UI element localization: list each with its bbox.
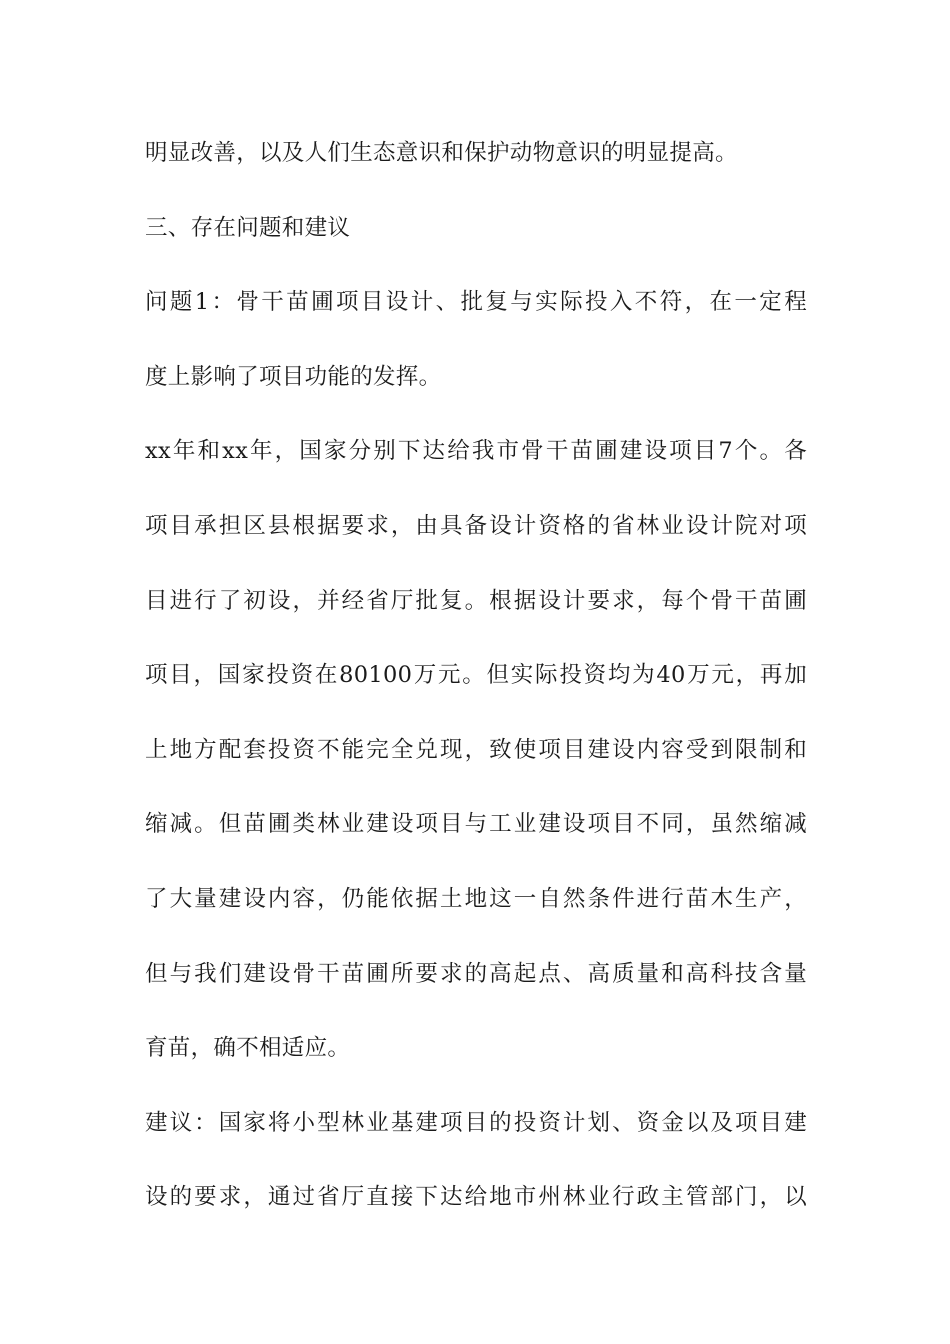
suggestion-line-1: 建议：国家将小型林业基建项目的投资计划、资金以及项目建 xyxy=(145,1109,807,1136)
paragraph-line-2: 项目承担区县根据要求，由具备设计资格的省林业设计院对项 xyxy=(145,512,807,539)
document-body xyxy=(145,131,807,1250)
paragraph-line-8: 但与我们建设骨干苗圃所要求的高起点、高质量和高科技含量 xyxy=(145,960,807,987)
paragraph-line-5: 上地方配套投资不能完全兑现，致使项目建设内容受到限制和 xyxy=(145,736,807,763)
problem-1-line-1: 问题1：骨干苗圃项目设计、批复与实际投入不符，在一定程 xyxy=(145,289,807,316)
paragraph-line-7: 了大量建设内容，仍能依据土地这一自然条件进行苗木生产， xyxy=(145,885,807,912)
paragraph-line-6: 缩减。但苗圃类林业建设项目与工业建设项目不同，虽然缩减 xyxy=(145,811,807,838)
paragraph-line-9: 育苗，确不相适应。 xyxy=(145,1035,351,1062)
paragraph-line-1: xx年和xx年，国家分别下达给我市骨干苗圃建设项目7个。各 xyxy=(145,438,807,465)
paragraph-line-3: 目进行了初设，并经省厅批复。根据设计要求，每个骨干苗圃 xyxy=(145,587,807,614)
problem-1-line-2: 度上影响了项目功能的发挥。 xyxy=(145,363,442,390)
paragraph-line-4: 项目，国家投资在80100万元。但实际投资均为40万元，再加 xyxy=(145,662,807,689)
text-line-1: 明显改善，以及人们生态意识和保护动物意识的明显提高。 xyxy=(145,140,738,166)
suggestion-line-2: 设的要求，通过省厅直接下达给地市州林业行政主管部门，以 xyxy=(145,1184,807,1211)
section-heading: 三、存在问题和建议 xyxy=(145,214,351,241)
